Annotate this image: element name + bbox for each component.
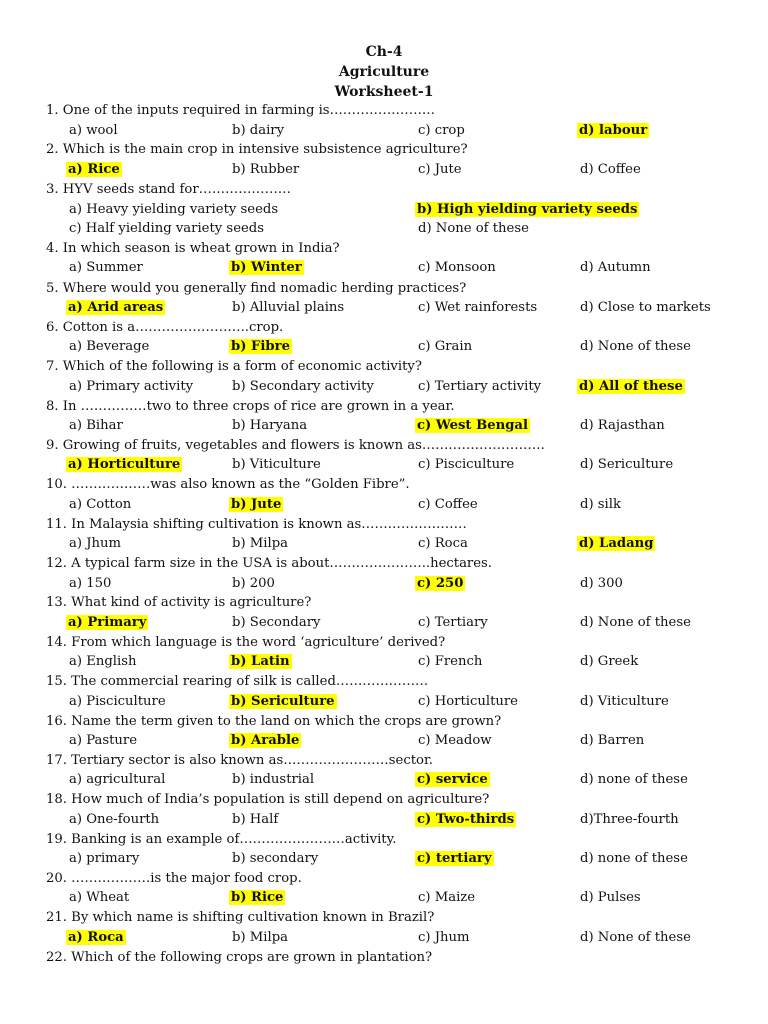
answer-option-highlighted: a) Arid areas (68, 300, 164, 315)
answer-option-highlighted: a) Horticulture (68, 457, 181, 472)
answer-option: b) Haryana (232, 418, 308, 433)
answer-option: a) Cotton (69, 497, 132, 512)
answer-option: d) None of these (580, 615, 691, 630)
answer-option: d) Sericulture (580, 457, 674, 472)
answer-option: a) Bihar (69, 418, 123, 433)
answer-option-highlighted: b) Fibre (231, 339, 290, 354)
question-text: 9. Growing of fruits, vegetables and flowers is known as………………………. (46, 438, 545, 453)
question-text: 8. In ……………two to three crops of rice are grown in a year. (46, 399, 455, 414)
answer-option: b) Alluvial plains (232, 300, 345, 315)
answer-option: a) primary (69, 851, 140, 866)
worksheet-heading: Worksheet-1 (334, 84, 434, 100)
question-text: 17. Tertiary sector is also known as……………………sector. (46, 753, 433, 768)
question-text: 7. Which of the following is a form of economic activity? (46, 359, 422, 374)
question-text: 16. Name the term given to the land on which the crops are grown? (46, 714, 502, 729)
answer-option: d) Viticulture (580, 694, 669, 709)
answer-option-highlighted: b) Jute (231, 497, 282, 512)
answer-option-highlighted: b) Winter (231, 260, 302, 275)
answer-option: c) Tertiary activity (418, 379, 542, 394)
chapter-heading: Ch-4 (365, 44, 403, 60)
question-text: 11. In Malaysia shifting cultivation is known as…………………… (46, 517, 467, 532)
answer-option: c) Jute (418, 162, 462, 177)
answer-option: d) Barren (580, 733, 645, 748)
answer-option: c) Pisciculture (418, 457, 515, 472)
answer-option-highlighted: b) Arable (231, 733, 300, 748)
answer-option: c) Jhum (418, 930, 470, 945)
answer-option-highlighted: d) All of these (579, 379, 683, 394)
answer-option-highlighted: a) Rice (68, 162, 120, 177)
answer-option: b) Secondary (232, 615, 321, 630)
answer-option: a) One-fourth (69, 812, 160, 827)
answer-option: c) Half yielding variety seeds (69, 221, 265, 236)
answer-option-highlighted: d) Ladang (579, 536, 654, 551)
answer-option: c) Coffee (418, 497, 478, 512)
question-text: 6. Cotton is a……………………..crop. (46, 320, 284, 335)
answer-option: a) Heavy yielding variety seeds (69, 202, 279, 217)
question-text: 19. Banking is an example of……………………activity. (46, 832, 397, 847)
answer-option: a) Pisciculture (69, 694, 166, 709)
answer-option: c) Monsoon (418, 260, 496, 275)
question-text: 14. From which language is the word ‘agriculture’ derived? (46, 635, 446, 650)
question-text: 10. ………………was also known as the “Golden Fibre”. (46, 477, 410, 492)
answer-option: b) Milpa (232, 536, 289, 551)
answer-option: d)Three-fourth (580, 812, 679, 827)
answer-option-highlighted: a) Roca (68, 930, 124, 945)
answer-option: d) None of these (580, 930, 691, 945)
answer-option: b) 200 (232, 576, 275, 591)
answer-option: a) Pasture (69, 733, 138, 748)
answer-option: d) Rajasthan (580, 418, 665, 433)
question-text: 4. In which season is wheat grown in India? (46, 241, 340, 256)
subject-heading: Agriculture (338, 64, 430, 80)
answer-option-highlighted: c) Two-thirds (417, 812, 515, 827)
answer-option: d) Pulses (580, 890, 641, 905)
question-text: 5. Where would you generally find nomadic herding practices? (46, 281, 467, 296)
answer-option: c) Tertiary (418, 615, 488, 630)
answer-option: b) Milpa (232, 930, 289, 945)
question-text: 21. By which name is shifting cultivation known in Brazil? (46, 910, 435, 925)
answer-option: d) silk (580, 497, 621, 512)
answer-option: d) None of these (418, 221, 529, 236)
answer-option-highlighted: c) West Bengal (417, 418, 528, 433)
answer-option-highlighted: a) Primary (68, 615, 147, 630)
answer-option: a) Wheat (69, 890, 130, 905)
answer-option: d) none of these (580, 772, 688, 787)
answer-option: a) Jhum (69, 536, 121, 551)
answer-option: a) agricultural (69, 772, 166, 787)
question-text: 20. ………………is the major food crop. (46, 871, 302, 886)
answer-option-highlighted: b) Latin (231, 654, 290, 669)
question-text: 22. Which of the following crops are grown in plantation? (46, 950, 433, 965)
answer-option: b) secondary (232, 851, 319, 866)
question-text: 13. What kind of activity is agriculture? (46, 595, 312, 610)
question-text: 12. A typical farm size in the USA is about…………………..hectares. (46, 556, 492, 571)
answer-option: d) 300 (580, 576, 623, 591)
answer-option: c) French (418, 654, 483, 669)
question-text: 1. One of the inputs required in farming is…………………… (46, 103, 436, 118)
answer-option-highlighted: b) Rice (231, 890, 284, 905)
answer-option-highlighted: c) service (417, 772, 488, 787)
answer-option: c) Maize (418, 890, 476, 905)
answer-option: d) none of these (580, 851, 688, 866)
answer-option: d) Coffee (580, 162, 641, 177)
answer-option: b) Rubber (232, 162, 300, 177)
answer-option: a) Primary activity (69, 379, 194, 394)
answer-option: c) Horticulture (418, 694, 518, 709)
answer-option: a) English (69, 654, 137, 669)
answer-option: a) wool (69, 123, 118, 138)
answer-option: a) Beverage (69, 339, 150, 354)
answer-option-highlighted: b) High yielding variety seeds (417, 202, 638, 217)
answer-option: c) crop (418, 123, 465, 138)
answer-option: c) Roca (418, 536, 468, 551)
answer-option: d) None of these (580, 339, 691, 354)
answer-option: d) Greek (580, 654, 639, 669)
answer-option: a) 150 (69, 576, 112, 591)
answer-option: b) Secondary activity (232, 379, 374, 394)
answer-option: c) Wet rainforests (418, 300, 538, 315)
question-text: 15. The commercial rearing of silk is called………………… (46, 674, 429, 689)
answer-option: c) Grain (418, 339, 473, 354)
answer-option: d) Close to markets (580, 300, 711, 315)
answer-option-highlighted: d) labour (579, 123, 648, 138)
answer-option: b) industrial (232, 772, 315, 787)
answer-option: a) Summer (69, 260, 143, 275)
question-text: 3. HYV seeds stand for………………… (46, 182, 291, 197)
answer-option: b) Viticulture (232, 457, 321, 472)
answer-option: b) dairy (232, 123, 285, 138)
answer-option-highlighted: c) tertiary (417, 851, 492, 866)
answer-option: c) Meadow (418, 733, 492, 748)
answer-option: b) Half (232, 812, 279, 827)
answer-option-highlighted: c) 250 (417, 576, 464, 591)
question-text: 18. How much of India’s population is still depend on agriculture? (46, 792, 490, 807)
answer-option: d) Autumn (580, 260, 651, 275)
answer-option-highlighted: b) Sericulture (231, 694, 335, 709)
question-text: 2. Which is the main crop in intensive subsistence agriculture? (46, 142, 468, 157)
